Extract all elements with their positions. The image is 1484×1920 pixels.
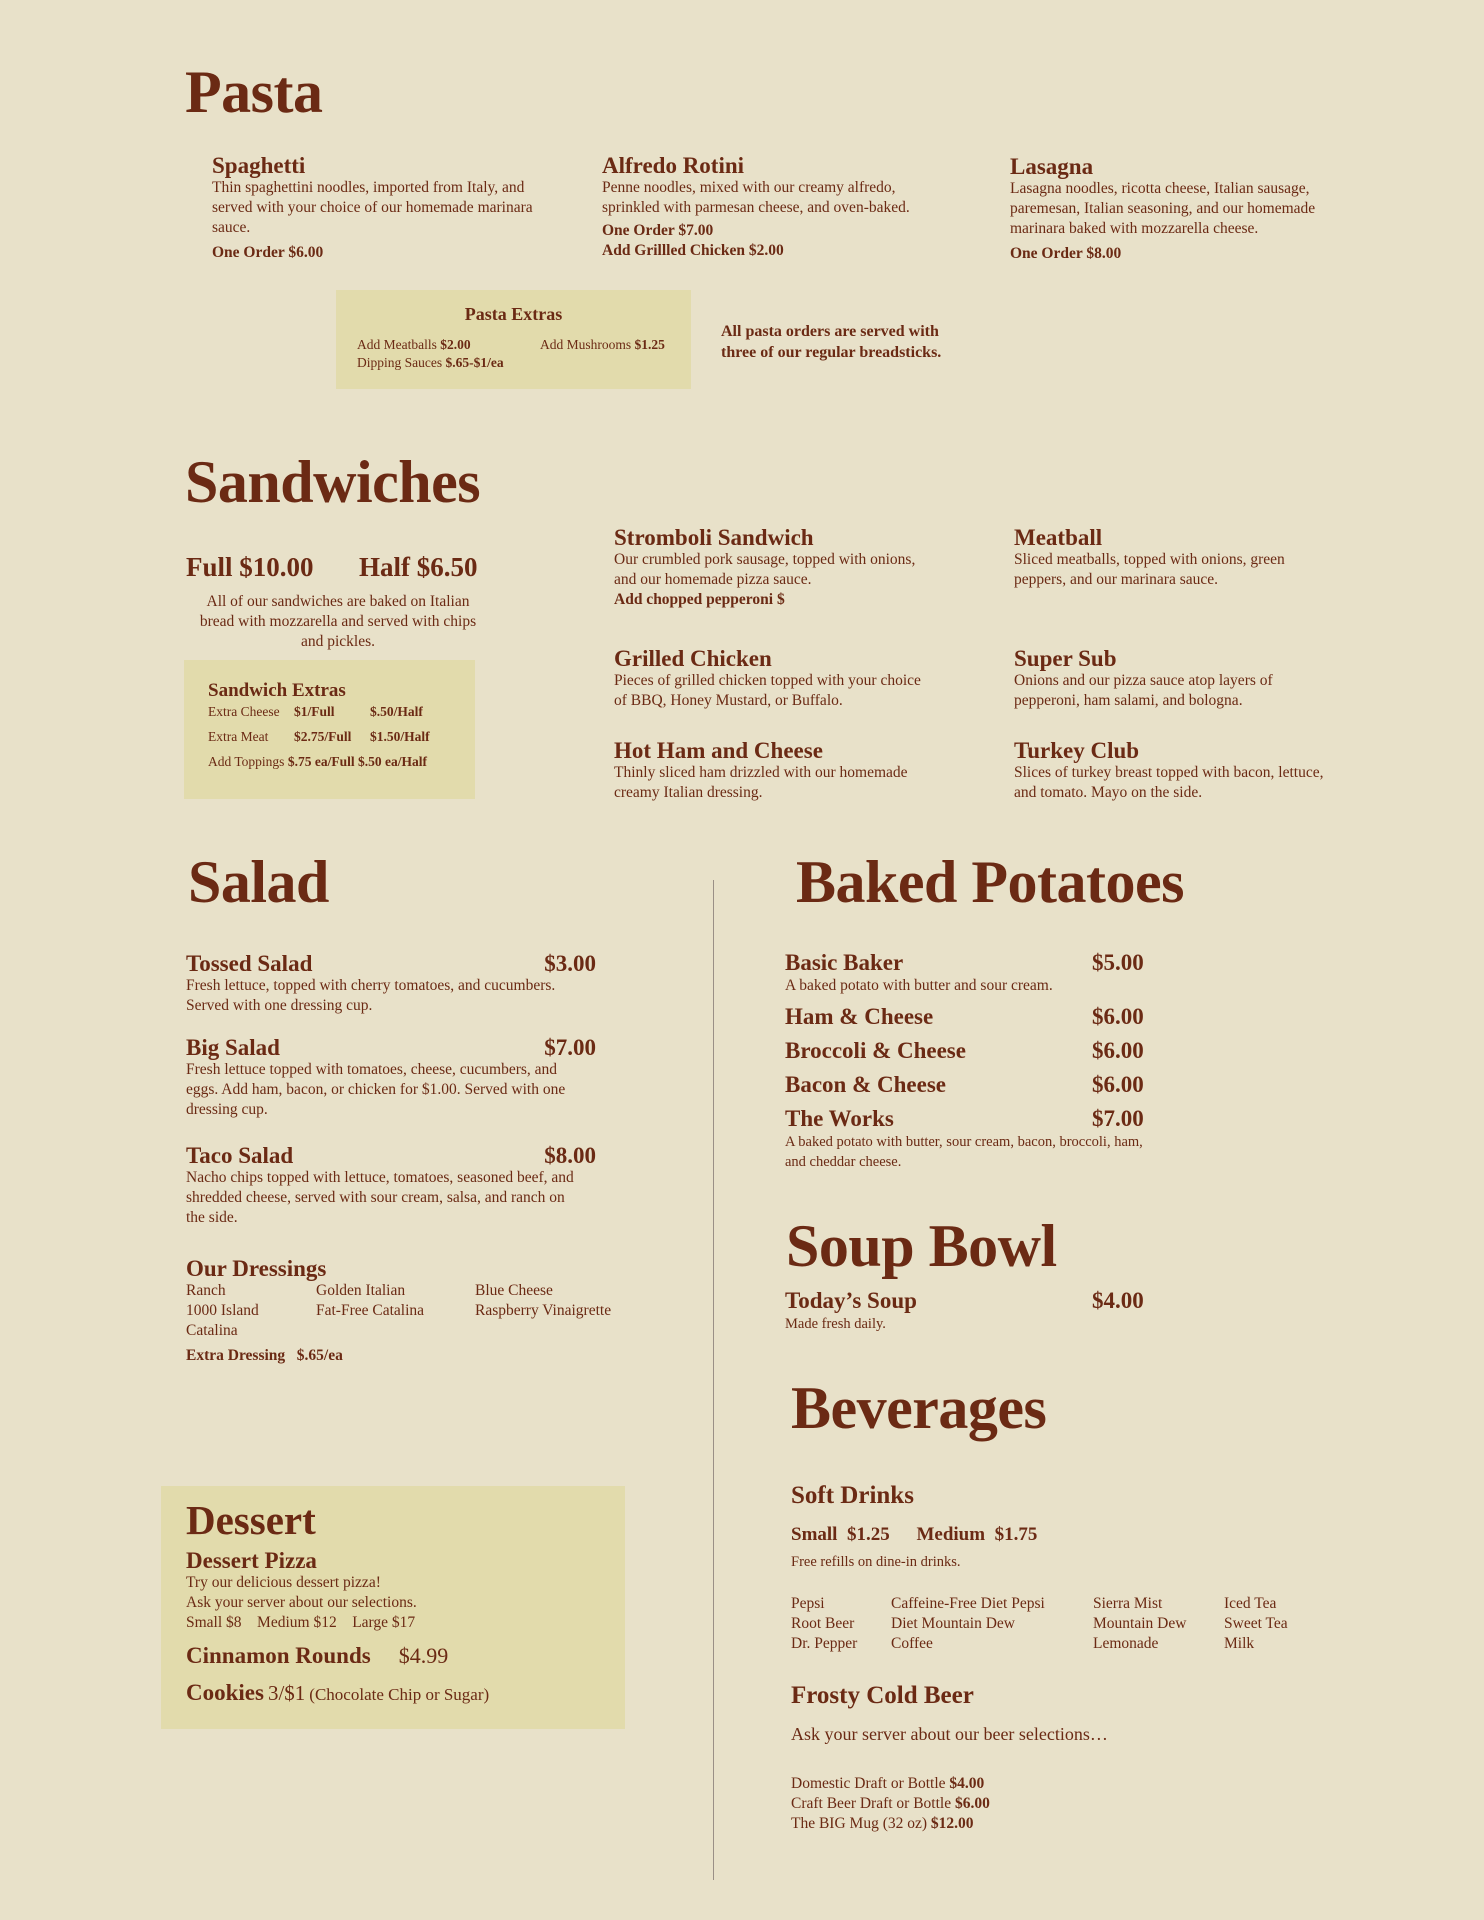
drink-item: Iced Tea	[1224, 1595, 1277, 1612]
pasta-extras-box	[336, 290, 691, 389]
item-addon: Add chopped pepperoni $	[614, 591, 785, 609]
item-price: One Order $6.00	[212, 244, 324, 262]
pasta-item-lasagna	[1010, 154, 1320, 264]
beer-price: $12.00	[930, 1815, 974, 1832]
item-price: $6.00	[1092, 1004, 1144, 1029]
potato-item-ham-cheese	[785, 1004, 1150, 1038]
item-name: Lasagna	[1010, 154, 1094, 179]
dessert-box	[161, 1486, 625, 1729]
beer-label: Craft Beer Draft or Bottle	[791, 1795, 952, 1812]
salad-item-tossed	[186, 951, 596, 1016]
potato-item-bacon-cheese	[785, 1072, 1150, 1106]
extra-half: $.50 ea/Half	[357, 754, 427, 769]
extra-mushrooms	[540, 336, 665, 354]
dessert-cookies	[186, 1680, 489, 1706]
item-name: The Works	[785, 1106, 894, 1131]
beer-note: Ask your server about our beer selections…	[791, 1724, 1108, 1744]
item-price: 3/$1	[267, 1681, 306, 1705]
drink-col	[1224, 1594, 1288, 1654]
dressing-item: Ranch	[186, 1282, 226, 1300]
pasta-item-spaghetti	[212, 153, 542, 263]
salad-item-big	[186, 1035, 596, 1120]
item-price: One Order $7.00	[602, 222, 714, 240]
drink-item: Coffee	[891, 1635, 933, 1652]
drink-item: Milk	[1224, 1635, 1255, 1652]
drink-item: Caffeine-Free Diet Pepsi	[891, 1595, 1045, 1612]
drink-item: Root Beer	[791, 1615, 855, 1632]
dessert-title: Dessert	[186, 1497, 316, 1543]
item-desc: Fresh lettuce, topped with cherry tomatoes, and cucumbers. Served with one dressing cup.	[186, 977, 556, 1015]
sandwich-item-super-sub	[1014, 646, 1324, 711]
item-desc: Made fresh daily.	[785, 1316, 886, 1332]
beer-label: Domestic Draft or Bottle	[791, 1775, 946, 1792]
item-price: $7.00	[1092, 1106, 1144, 1131]
beverages-title: Beverages	[791, 1375, 1047, 1441]
item-desc: A baked potato with butter, sour cream, bacon, broccoli, ham, and cheddar cheese.	[785, 1134, 1143, 1170]
beer-item	[791, 1794, 990, 1814]
extra-row	[208, 753, 427, 771]
dressing-item: Catalina	[186, 1322, 238, 1340]
pasta-breadsticks-note: All pasta orders are served with three of our regular breadsticks.	[721, 323, 942, 361]
beer-item	[791, 1814, 990, 1834]
sandwich-note: All of our sandwiches are baked on Italian bread with mozzarella and served with chips and pickles.	[199, 593, 477, 650]
item-desc: Fresh lettuce topped with tomatoes, cheese, cucumbers, and eggs. Add ham, bacon, or chicken for $1.00. Served with one dressing cup.	[186, 1061, 566, 1119]
item-name: Cookies	[186, 1680, 264, 1705]
drink-col	[891, 1594, 1093, 1654]
extra-price: $.65-$1/ea	[445, 355, 504, 370]
extra-half: $.50/Half	[370, 704, 423, 719]
refills-note: Free refills on dine-in drinks.	[791, 1554, 961, 1570]
salad-item-taco	[186, 1143, 596, 1228]
item-name: Hot Ham and Cheese	[614, 738, 823, 763]
extra-sauces	[357, 354, 504, 372]
extra-full: $1/Full	[294, 704, 335, 719]
size-price: $1.75	[994, 1524, 1038, 1545]
item-name: Tossed Salad	[186, 951, 313, 976]
dressing-item: Raspberry Vinaigrette	[475, 1302, 612, 1320]
item-name: Basic Baker	[785, 950, 904, 975]
item-price: $7.00	[544, 1035, 596, 1060]
item-name: Ham & Cheese	[785, 1004, 934, 1029]
item-name: Alfredo Rotini	[602, 153, 745, 178]
item-desc: Sliced meatballs, topped with onions, green peppers, and our marinara sauce.	[1014, 551, 1285, 589]
size-label: Medium	[916, 1524, 986, 1545]
beer-item	[791, 1774, 990, 1794]
extra-full: $.75 ea/Full	[287, 754, 355, 769]
soup-item	[785, 1288, 1150, 1334]
extra-price: $1.25	[634, 337, 665, 352]
item-sizes: Small $8 Medium $12 Large $17	[186, 1614, 416, 1632]
extra-row	[208, 703, 423, 721]
sandwich-item-turkey-club	[1014, 738, 1324, 803]
size-label: Small	[791, 1524, 838, 1545]
drink-item: Pepsi	[791, 1595, 825, 1612]
item-name: Turkey Club	[1014, 738, 1140, 763]
dressing-col	[475, 1281, 611, 1341]
dressings-title: Our Dressings	[186, 1256, 327, 1281]
extra-half: $1.50/Half	[370, 729, 430, 744]
pasta-extras-title: Pasta Extras	[464, 304, 563, 324]
potato-item-broccoli-cheese	[785, 1038, 1150, 1072]
salad-dressings	[186, 1256, 636, 1366]
item-name: Broccoli & Cheese	[785, 1038, 966, 1063]
drink-item: Mountain Dew	[1093, 1615, 1187, 1632]
item-price: $4.00	[1092, 1288, 1144, 1313]
item-name: Taco Salad	[186, 1143, 294, 1168]
dressing-item: Blue Cheese	[475, 1282, 553, 1300]
extra-dressing	[186, 1346, 636, 1366]
item-desc: Onions and our pizza sauce atop layers of pepperoni, ham salami, and bologna.	[1014, 672, 1273, 710]
dressing-item: Fat-Free Catalina	[316, 1302, 425, 1320]
extra-full: $2.75/Full	[294, 729, 352, 744]
drink-item: Sweet Tea	[1224, 1615, 1288, 1632]
item-desc: Slices of turkey breast topped with bacon, lettuce, and tomato. Mayo on the side.	[1014, 764, 1324, 802]
soup-bowl-title: Soup Bowl	[786, 1213, 1057, 1279]
beer-title: Frosty Cold Beer	[791, 1682, 974, 1709]
sandwich-item-stromboli	[614, 525, 924, 610]
size-price: $1.25	[846, 1524, 890, 1545]
item-price: $3.00	[544, 951, 596, 976]
sandwich-half-price: Half $6.50	[359, 552, 478, 582]
extra-label: Extra Meat	[208, 729, 269, 744]
soft-drinks-title: Soft Drinks	[791, 1482, 914, 1509]
extra-row	[208, 728, 430, 746]
sandwich-full-price: Full $10.00	[186, 552, 314, 582]
item-price: $5.00	[1092, 950, 1144, 975]
item-desc: Pieces of grilled chicken topped with your choice of BBQ, Honey Mustard, or Buffalo.	[614, 672, 921, 710]
extra-price: $2.00	[440, 337, 471, 352]
item-desc: Penne noodles, mixed with our creamy alfredo, sprinkled with parmesan cheese, and oven-baked.	[602, 179, 910, 217]
item-desc: Thin spaghettini noodles, imported from Italy, and served with your choice of our homemade marinara sauce.	[212, 179, 533, 237]
dressing-item: 1000 Island	[186, 1302, 259, 1320]
drink-col	[791, 1594, 891, 1654]
item-price-addon: Add Grillled Chicken $2.00	[602, 242, 784, 260]
item-price: $6.00	[1092, 1072, 1144, 1097]
extra-dressing-price: $.65/ea	[296, 1347, 343, 1365]
dressing-col	[186, 1281, 316, 1341]
item-name: Grilled Chicken	[614, 646, 772, 671]
item-price: One Order $8.00	[1010, 245, 1122, 263]
beer-label: The BIG Mug (32 oz)	[791, 1815, 928, 1832]
sandwich-extras-title: Sandwich Extras	[208, 680, 346, 701]
item-name: Meatball	[1014, 525, 1103, 550]
salad-title: Salad	[188, 849, 329, 915]
sandwich-item-hot-ham	[614, 738, 914, 803]
extra-meatballs	[357, 336, 471, 354]
pasta-item-alfredo-rotini	[602, 153, 932, 261]
item-desc: Our crumbled pork sausage, topped with onions, and our homemade pizza sauce.	[614, 551, 916, 589]
extra-label: Dipping Sauces	[357, 355, 443, 370]
item-name: Super Sub	[1014, 646, 1117, 671]
dressing-col	[316, 1281, 475, 1341]
item-name: Today’s Soup	[785, 1288, 917, 1313]
sandwich-item-grilled-chicken	[614, 646, 924, 711]
column-divider	[713, 880, 714, 1880]
dessert-pizza	[186, 1548, 606, 1633]
beer-price: $6.00	[954, 1795, 990, 1812]
drink-item: Lemonade	[1093, 1635, 1159, 1652]
item-name: Stromboli Sandwich	[614, 525, 814, 550]
item-name: Bacon & Cheese	[785, 1072, 946, 1097]
extra-dressing-label: Extra Dressing	[186, 1347, 286, 1365]
extra-label: Add Toppings	[208, 754, 285, 769]
potato-item-basic-baker	[785, 950, 1150, 996]
item-desc: Ask your server about our selections.	[186, 1594, 417, 1612]
extra-label: Add Meatballs	[357, 337, 437, 352]
item-note: (Chocolate Chip or Sugar)	[309, 1685, 490, 1704]
item-desc: Try our delicious dessert pizza!	[186, 1574, 381, 1592]
item-desc: Thinly sliced ham drizzled with our homemade creamy Italian dressing.	[614, 764, 908, 802]
item-desc: A baked potato with butter and sour cream.	[785, 977, 1053, 994]
soft-drink-list	[791, 1594, 1288, 1654]
dressing-item: Golden Italian	[316, 1282, 406, 1300]
beer-list	[791, 1774, 990, 1834]
dessert-cinnamon-rounds	[186, 1643, 448, 1669]
sandwich-item-meatball	[1014, 525, 1324, 590]
extra-label: Add Mushrooms	[540, 337, 632, 352]
item-desc: Nacho chips topped with lettuce, tomatoes, seasoned beef, and shredded cheese, served with sour cream, salsa, and ranch on the side.	[186, 1169, 574, 1227]
potato-item-the-works	[785, 1106, 1150, 1172]
drink-item: Dr. Pepper	[791, 1635, 858, 1652]
item-name: Cinnamon Rounds	[186, 1643, 371, 1668]
pasta-title: Pasta	[185, 59, 323, 125]
baked-potatoes-title: Baked Potatoes	[796, 849, 1184, 915]
beer-price: $4.00	[949, 1775, 985, 1792]
drink-item: Diet Mountain Dew	[891, 1615, 1015, 1632]
item-desc: Lasagna noodles, ricotta cheese, Italian sausage, paremesan, Italian seasoning, and our homemade marinara baked with mozzarella cheese.	[1010, 180, 1316, 238]
extra-label: Extra Cheese	[208, 704, 280, 719]
sandwiches-title: Sandwiches	[185, 449, 481, 515]
item-price: $6.00	[1092, 1038, 1144, 1063]
item-name: Dessert Pizza	[186, 1548, 317, 1573]
item-price: $4.99	[398, 1643, 449, 1668]
drink-col	[1093, 1594, 1224, 1654]
item-name: Big Salad	[186, 1035, 280, 1060]
item-price: $8.00	[544, 1143, 596, 1168]
sandwich-extras-box	[184, 660, 475, 799]
item-name: Spaghetti	[212, 153, 306, 178]
drink-item: Sierra Mist	[1093, 1595, 1163, 1612]
potato-menu	[785, 950, 1150, 1172]
soft-drink-sizes	[791, 1524, 1037, 1546]
